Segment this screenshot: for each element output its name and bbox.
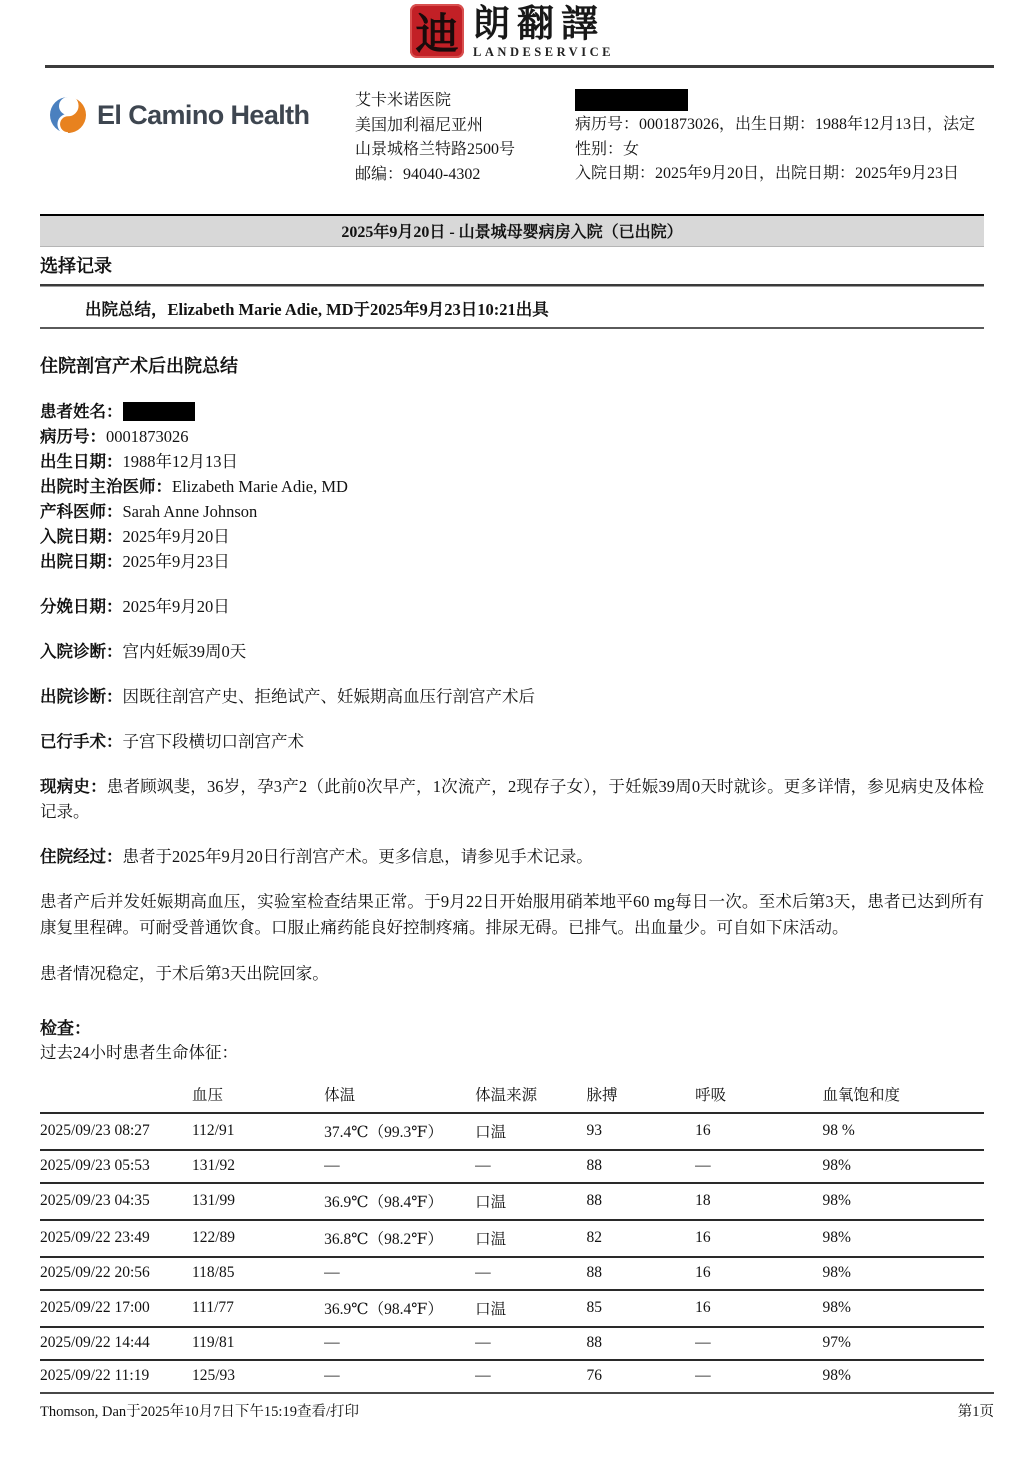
vitals-cell: 118/85 — [192, 1257, 324, 1290]
vitals-row — [40, 1150, 984, 1183]
field-label: 出院时主治医师： — [40, 477, 172, 496]
vitals-cell: 82 — [587, 1220, 696, 1257]
vitals-cell: 98% — [823, 1290, 984, 1327]
document-heading: 出院总结，Elizabeth Marie Adie, MD于2025年9月23日10:21出具 — [85, 300, 549, 319]
field-dob — [40, 449, 984, 474]
field-value: 因既往剖宫产史、拒绝试产、妊娠期高血压行剖宫产术后 — [122, 687, 535, 706]
redacted-patient-name — [123, 402, 195, 421]
vitals-cell: — — [475, 1257, 586, 1290]
vitals-cell: 98% — [823, 1150, 984, 1183]
hospital-address-block — [355, 89, 575, 187]
vitals-cell: 口温 — [475, 1220, 586, 1257]
patient-header-dates: 入院日期：2025年9月20日，出院日期：2025年9月23日 — [575, 165, 960, 182]
field-label: 产科医师： — [40, 502, 123, 521]
field-value: 1988年12月13日 — [122, 452, 238, 471]
vitals-cell: 98% — [823, 1257, 984, 1290]
vitals-cell: 37.4℃（99.3℉） — [324, 1113, 475, 1150]
vitals-cell: 76 — [587, 1360, 696, 1392]
vitals-cell: 131/92 — [192, 1150, 324, 1183]
field-obstetrician — [40, 499, 984, 524]
vitals-row — [40, 1290, 984, 1327]
vitals-cell: 125/93 — [192, 1360, 324, 1392]
field-value: 子宫下段横切口剖宫产术 — [122, 732, 304, 751]
summary-title: 住院剖宫产术后出院总结 — [40, 356, 238, 376]
patient-header-ids: 病历号：0001873026，出生日期：1988年12月13日，法定性别：女 — [575, 116, 976, 158]
vitals-cell: 口温 — [475, 1290, 586, 1327]
hospital-logo-text: El Camino Health — [97, 99, 310, 130]
patient-header-block — [575, 89, 984, 187]
page-footer — [0, 1392, 1024, 1457]
vitals-cell: 18 — [695, 1183, 822, 1220]
vitals-cell: 97% — [823, 1327, 984, 1360]
vitals-cell: 119/81 — [192, 1327, 324, 1360]
field-attending — [40, 474, 984, 499]
vitals-cell: — — [475, 1360, 586, 1392]
vitals-cell: — — [324, 1150, 475, 1183]
field-value: 患者于2025年9月20日行剖宫产术。更多信息，请参见手术记录。 — [122, 847, 593, 866]
field-label: 已行手术： — [40, 732, 123, 751]
vitals-column-header: 体温来源 — [475, 1087, 538, 1104]
vitals-cell: — — [475, 1150, 586, 1183]
encounter-banner: 2025年9月20日 - 山景城母婴病房入院（已出院） — [40, 214, 984, 247]
vitals-cell: 98 % — [823, 1113, 984, 1150]
vitals-table — [40, 1079, 984, 1392]
field-discharge-dx — [40, 684, 984, 709]
record-separator-bar — [40, 284, 984, 287]
hospital-logo — [48, 89, 355, 135]
vitals-cell: 111/77 — [192, 1290, 324, 1327]
vitals-cell: 88 — [587, 1150, 696, 1183]
vitals-cell: 88 — [587, 1183, 696, 1220]
hospital-address-line: 美国加利福尼亚州 — [355, 116, 484, 134]
vitals-cell: 85 — [587, 1290, 696, 1327]
field-admit-date — [40, 524, 984, 549]
vitals-row — [40, 1257, 984, 1290]
vitals-column-header: 体温 — [324, 1087, 356, 1104]
exam-section-subheading: 过去24小时患者生命体征： — [40, 1043, 238, 1062]
vitals-cell: 口温 — [475, 1113, 586, 1150]
vitals-cell: — — [324, 1327, 475, 1360]
vitals-cell: 2025/09/22 11:19 — [40, 1360, 192, 1392]
vitals-header-row — [40, 1079, 984, 1113]
vitals-cell: 93 — [587, 1113, 696, 1150]
field-discharge-date — [40, 549, 984, 574]
vitals-cell: 16 — [695, 1257, 822, 1290]
field-label: 入院诊断： — [40, 642, 123, 661]
field-value: Sarah Anne Johnson — [122, 502, 258, 521]
translator-stamp-seal — [410, 4, 464, 58]
translator-stamp-char: 迪 — [415, 11, 459, 59]
field-procedure — [40, 729, 984, 754]
hospital-name: 艾卡米诺医院 — [355, 92, 452, 109]
field-value: 宫内妊娠39周0天 — [122, 642, 247, 661]
vitals-row — [40, 1360, 984, 1392]
vitals-column-header: 脉搏 — [586, 1087, 618, 1104]
vitals-cell: 2025/09/23 08:27 — [40, 1113, 192, 1150]
vitals-cell: 2025/09/22 20:56 — [40, 1257, 192, 1290]
vitals-cell: 2025/09/22 23:49 — [40, 1220, 192, 1257]
summary-fields — [40, 399, 984, 869]
vitals-column-header: 呼吸 — [695, 1087, 727, 1104]
vitals-cell: 36.9℃（98.4℉） — [324, 1290, 475, 1327]
paragraph-postpartum-course: 患者产后并发妊娠期高血压，实验室检查结果正常。于9月22日开始服用硝苯地平60 mg每日一次。至术后第3天，患者已达到所有康复里程碑。可耐受普通饮食。口服止痛药能良好控制疼痛。排尿无碍。已排气。出血量少。可自如下床活动。 — [40, 892, 984, 937]
vitals-row — [40, 1220, 984, 1257]
vitals-cell: 2025/09/23 05:53 — [40, 1150, 192, 1183]
hospital-address-line: 山景城格兰特路2500号 — [355, 141, 516, 158]
vitals-cell: — — [695, 1150, 822, 1183]
field-label: 分娩日期： — [40, 597, 123, 616]
hospital-zip-line: 邮编：94040-4302 — [355, 165, 481, 183]
paragraph-stable-discharge: 患者情况稳定，于术后第3天出院回家。 — [40, 964, 329, 983]
vitals-cell: 98% — [823, 1220, 984, 1257]
vitals-table-body — [40, 1113, 984, 1392]
translator-brand-en: LANDESERVICE — [473, 45, 614, 59]
field-mrn — [40, 424, 984, 449]
vitals-cell: — — [695, 1327, 822, 1360]
vitals-cell: — — [324, 1360, 475, 1392]
vitals-cell: 36.9℃（98.4℉） — [324, 1183, 475, 1220]
field-label: 出院诊断： — [40, 687, 123, 706]
field-value: 0001873026 — [106, 427, 189, 446]
vitals-cell: 2025/09/23 04:35 — [40, 1183, 192, 1220]
vitals-cell: 98% — [823, 1360, 984, 1392]
vitals-cell: — — [475, 1327, 586, 1360]
field-label: 住院经过： — [40, 847, 123, 866]
vitals-cell: 122/89 — [192, 1220, 324, 1257]
vitals-cell: 2025/09/22 17:00 — [40, 1290, 192, 1327]
field-value: 患者顾飒斐，36岁，孕3产2（此前0次早产，1次流产，2现存子女），于妊娠39周0天时就诊。更多详情，参见病史及体检记录。 — [40, 777, 985, 821]
footer-page-number: 第1页 — [957, 1404, 994, 1420]
translator-header — [0, 0, 1024, 60]
select-record-label: 选择记录 — [40, 256, 112, 276]
vitals-column-header: 血压 — [191, 1087, 223, 1104]
field-value: Elizabeth Marie Adie, MD — [172, 477, 348, 496]
field-label: 入院日期： — [40, 527, 123, 546]
vitals-row — [40, 1327, 984, 1360]
field-value: 2025年9月20日 — [122, 597, 230, 616]
vitals-cell: 16 — [695, 1290, 822, 1327]
field-hospital-course — [40, 844, 984, 869]
vitals-row — [40, 1183, 984, 1220]
vitals-cell: 88 — [587, 1327, 696, 1360]
vitals-cell: 112/91 — [192, 1113, 324, 1150]
vitals-cell: — — [695, 1360, 822, 1392]
footer-viewed-printed-by: Thomson, Dan于2025年10月7日下午15:19查看/打印 — [40, 1404, 359, 1420]
field-label: 患者姓名： — [40, 402, 123, 421]
document-heading-divider — [40, 327, 984, 329]
letterhead — [0, 68, 1024, 187]
field-value: 2025年9月23日 — [122, 552, 230, 571]
vitals-cell: 98% — [823, 1183, 984, 1220]
redacted-patient-name-header — [575, 89, 688, 111]
field-label: 出院日期： — [40, 552, 123, 571]
el-camino-swirl-icon — [48, 95, 88, 135]
vitals-column-header — [40, 1079, 192, 1113]
vitals-table-head — [40, 1079, 984, 1113]
field-label: 病历号： — [40, 427, 106, 446]
vitals-cell: 16 — [695, 1113, 822, 1150]
field-label: 现病史： — [40, 777, 107, 796]
vitals-cell: 2025/09/22 14:44 — [40, 1327, 192, 1360]
vitals-cell: — — [324, 1257, 475, 1290]
vitals-cell: 16 — [695, 1220, 822, 1257]
field-delivery-date — [40, 594, 984, 619]
vitals-cell: 36.8℃（98.2℉） — [324, 1220, 475, 1257]
field-value: 2025年9月20日 — [122, 527, 230, 546]
vitals-cell: 88 — [587, 1257, 696, 1290]
vitals-column-header: 血氧饱和度 — [822, 1087, 901, 1104]
field-label: 出生日期： — [40, 452, 123, 471]
exam-section-heading: 检查： — [40, 1019, 91, 1038]
field-admission-dx — [40, 639, 984, 664]
field-hpi — [40, 774, 984, 824]
vitals-row — [40, 1113, 984, 1150]
translator-brand-cn: 朗翻譯 — [473, 4, 606, 45]
vitals-cell: 口温 — [475, 1183, 586, 1220]
vitals-cell: 131/99 — [192, 1183, 324, 1220]
field-patient-name — [40, 399, 984, 424]
